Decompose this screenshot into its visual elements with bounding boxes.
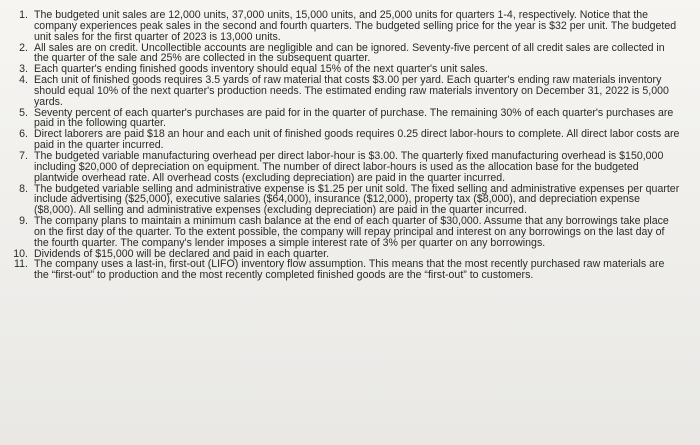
item-number: 9. — [19, 215, 28, 228]
item-number: 6. — [19, 128, 28, 141]
item-number: 3. — [19, 63, 28, 76]
item-text: Each unit of finished goods requires 3.5 yards of raw material that costs $3.00 per yard. Each quarter's ending raw materials inventory should equal 10% of the next quarter's production needs. The estimated ending raw materials inventory on December 31, 2022 is 5,000 yards. — [34, 74, 669, 108]
item-text: Direct laborers are paid $18 an hour and each unit of finished goods requires 0.25 direct labor-hours to complete. All direct labor costs are paid in the quarter incurred. — [34, 128, 680, 152]
list-item — [8, 43, 680, 65]
item-number: 1. — [19, 9, 28, 21]
item-number: 7. — [19, 149, 28, 162]
item-number: 4. — [19, 74, 28, 87]
item-text: Seventy percent of each quarter's purchases are paid for in the quarter of purchase. The remaining 30% of each quarter's purchases are paid in the following quarter. — [34, 106, 674, 130]
item-number: 10. — [13, 247, 28, 260]
list-item — [8, 216, 680, 249]
item-number: 5. — [19, 106, 28, 119]
item-text: The budgeted variable manufacturing overhead per direct labor-hour is $3.00. The quarterly fixed manufacturing overhead is $150,000 including $20,000 of depreciation on equipment. The number of direct labor-hours is used as the allocation base for the budgeted plantwide overhead rate. All overhead costs (excluding depreciation) are paid in the quarter incurred. — [34, 149, 664, 184]
numbered-requirements-list — [8, 10, 680, 281]
item-text: The company plans to maintain a minimum cash balance at the end of each quarter of $30,000. Assume that any borrowings take place on the first day of the quarter. To the extent possible, the company will repay principal and interest on any borrowings on the last day of the fourth quarter. The company's lender imposes a simple interest rate of 3% per quarter on any borrowings. — [34, 215, 669, 249]
item-text: The budgeted variable selling and administrative expense is $1.25 per unit sold. The fixed selling and administrative expenses per quarter include advertising ($25,000), executive salaries ($64,000), insurance ($12,000), property tax ($8,000), and depreciation expense ($8,000). All selling and administrative expenses (excluding depreciation) are paid in the quarter incurred. — [34, 182, 680, 217]
item-number: 2. — [19, 41, 28, 54]
item-number: 8. — [19, 182, 28, 195]
item-text: All sales are on credit. Uncollectible accounts are negligible and can be ignored. Seventy-five percent of all credit sales are collected in the quarter of the sale and 25% are collected in the subsequent quarter. — [34, 41, 665, 65]
item-text: The company uses a last-in, first-out (LIFO) inventory flow assumption. This means that the most recently purchased raw materials are the “first-out” to production and the most recently completed finished goods are the “first-out” to customers. — [34, 258, 665, 282]
item-text: Each quarter's ending finished goods inventory should equal 15% of the next quarter's unit sales. — [34, 63, 488, 76]
item-text: Dividends of $15,000 will be declared and paid in each quarter. — [34, 247, 330, 260]
list-item — [8, 184, 680, 217]
list-item — [8, 10, 680, 43]
list-item — [8, 151, 680, 184]
list-item — [8, 129, 680, 151]
list-item — [8, 75, 680, 108]
item-number: 11. — [14, 258, 28, 271]
list-item — [8, 259, 680, 281]
item-text: The budgeted unit sales are 12,000 units, 37,000 units, 15,000 units, and 25,000 units for quarters 1-4, respectively. Notice that the company experiences peak sales in the second and fourth quarters. The budgeted selling price for the year is $32 per unit. The budgeted unit sales for the first quarter of 2023 is 13,000 units. — [34, 9, 677, 43]
list-item — [8, 108, 680, 130]
